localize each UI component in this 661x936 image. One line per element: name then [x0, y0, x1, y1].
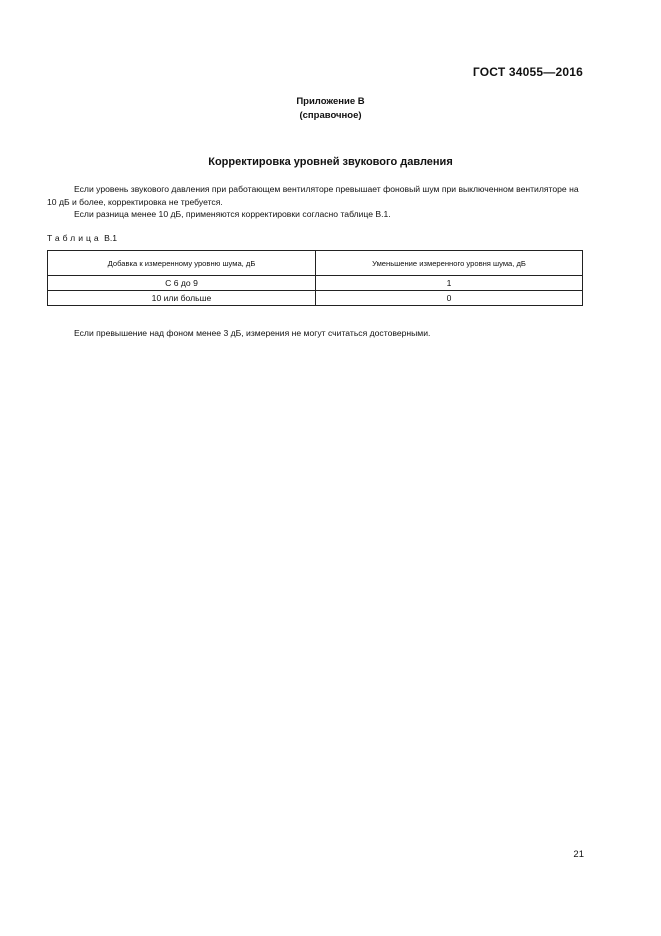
paragraph-2-text: Если разница менее 10 дБ, применяются корректировки согласно таблице В.1. — [74, 209, 391, 219]
table-caption-word: Таблица — [47, 233, 102, 243]
page-number: 21 — [573, 849, 584, 860]
document-code: ГОСТ 34055—2016 — [472, 65, 583, 79]
table-cell: 1 — [316, 276, 583, 291]
paragraph-3-text: Если превышение над фоном менее 3 дБ, измерения не могут считаться достоверными. — [74, 328, 431, 338]
table-caption — [47, 233, 117, 243]
table-cell: 10 или больше — [48, 291, 316, 306]
paragraph-1 — [47, 183, 587, 208]
table-cell: 0 — [316, 291, 583, 306]
table-header-cell: Добавка к измеренному уровню шума, дБ — [48, 251, 316, 276]
table-header-cell: Уменьшение измеренного уровня шума, дБ — [316, 251, 583, 276]
appendix-label: Приложение В — [296, 96, 365, 107]
appendix-heading — [0, 95, 661, 123]
table-row — [48, 276, 583, 291]
table-row — [48, 291, 583, 306]
correction-table — [47, 250, 583, 306]
paragraph-3 — [47, 327, 587, 340]
table-header-row — [48, 251, 583, 276]
section-title: Корректировка уровней звукового давления — [208, 156, 453, 168]
table-caption-number: В.1 — [104, 233, 117, 243]
paragraph-2 — [47, 208, 587, 221]
table-cell: С 6 до 9 — [48, 276, 316, 291]
appendix-type: (справочное) — [299, 110, 362, 121]
paragraph-1-text: Если уровень звукового давления при работающем вентиляторе превышает фоновый шум при выключенном вентиляторе на 10 дБ и более, корректировка не требуется. — [47, 184, 579, 207]
